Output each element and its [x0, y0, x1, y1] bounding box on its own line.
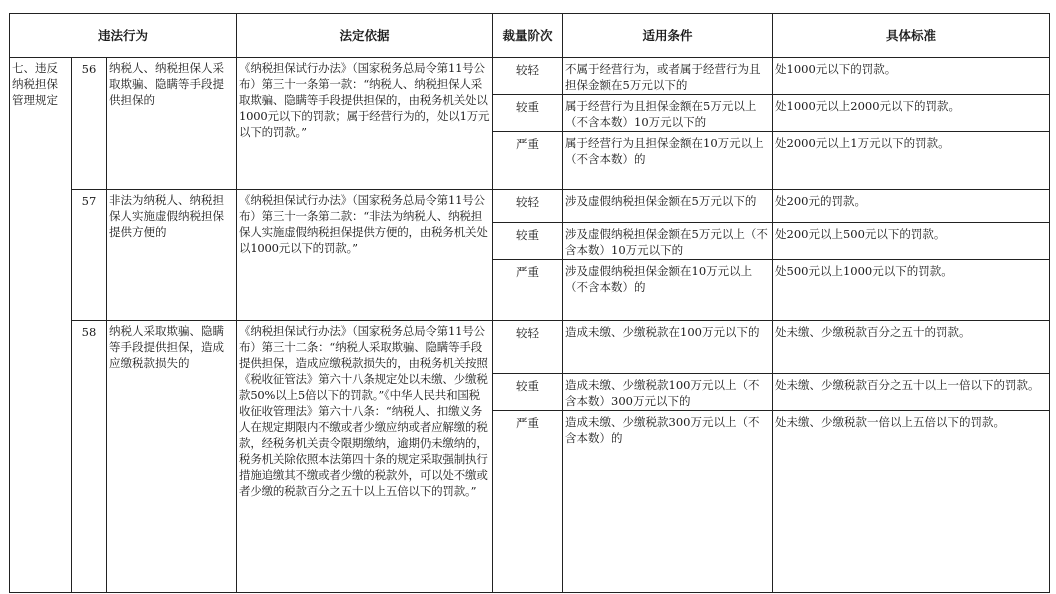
header-level: 裁量阶次: [493, 14, 563, 58]
level-cell: 较重: [493, 374, 563, 411]
level-cell: 较轻: [493, 321, 563, 374]
header-standard: 具体标准: [773, 14, 1050, 58]
condition-cell: 造成未缴、少缴税款在100万元以下的: [563, 321, 773, 374]
condition-cell: 涉及虚假纳税担保金额在5万元以上（不含本数）10万元以下的: [563, 223, 773, 260]
table-row: [10, 58, 1050, 95]
standard-cell: 处500元以上1000元以下的罚款。: [773, 260, 1050, 321]
standard-cell: 处未缴、少缴税款百分之五十的罚款。: [773, 321, 1050, 374]
legal-basis: 《纳税担保试行办法》（国家税务总局令第11号公布）第三十一条第一款：“纳税人、纳税担保人采取欺骗、隐瞒等手段提供担保的，由税务机关处以1000元以下的罚款；属于经营行为的，处以1万元以下的罚款。”: [237, 58, 493, 190]
violation-act: 纳税人采取欺骗、隐瞒等手段提供担保，造成应缴税款损失的: [107, 321, 237, 593]
item-number: 56: [72, 58, 107, 190]
table-row: [10, 321, 1050, 374]
condition-cell: 属于经营行为且担保金额在5万元以上（不含本数）10万元以下的: [563, 95, 773, 132]
legal-basis: 《纳税担保试行办法》（国家税务总局令第11号公布）第三十一条第二款：“非法为纳税人、纳税担保人实施虚假纳税担保提供方便的，由税务机关处以1000元以下的罚款。”: [237, 190, 493, 321]
level-cell: 严重: [493, 411, 563, 593]
level-cell: 严重: [493, 132, 563, 190]
level-cell: 较轻: [493, 190, 563, 223]
violation-act: 非法为纳税人、纳税担保人实施虚假纳税担保提供方便的: [107, 190, 237, 321]
violation-act: 纳税人、纳税担保人采取欺骗、隐瞒等手段提供担保的: [107, 58, 237, 190]
condition-cell: 造成未缴、少缴税款300万元以上（不含本数）的: [563, 411, 773, 593]
level-cell: 严重: [493, 260, 563, 321]
item-number: 57: [72, 190, 107, 321]
standard-cell: 处1000元以下的罚款。: [773, 58, 1050, 95]
condition-cell: 涉及虚假纳税担保金额在10万元以上（不含本数）的: [563, 260, 773, 321]
table-row: [10, 190, 1050, 223]
level-cell: 较轻: [493, 58, 563, 95]
condition-cell: 属于经营行为且担保金额在10万元以上（不含本数）的: [563, 132, 773, 190]
legal-basis: 《纳税担保试行办法》（国家税务总局令第11号公布）第三十二条：“纳税人采取欺骗、隐瞒等手段提供担保，造成应缴税款损失的，由税务机关按照《税收征管法》第六十八条规定处以未缴、少缴税款50%以上5倍以下的罚款。”《中华人民共和国税收征收管理法》第六十八条：“纳税人、扣缴义务人在规定期限内不缴或者少缴应纳或者应解缴的税款，经税务机关责令限期缴纳，逾期仍未缴纳的，税务机关除依照本法第四十条的规定采取强制执行措施追缴其不缴或者少缴的税款外，可以处不缴或者少缴的税款百分之五十以上五倍以下的罚款。”: [237, 321, 493, 593]
standard-cell: 处200元以上500元以下的罚款。: [773, 223, 1050, 260]
condition-cell: 造成未缴、少缴税款100万元以上（不含本数）300万元以下的: [563, 374, 773, 411]
item-number: 58: [72, 321, 107, 593]
level-cell: 较重: [493, 95, 563, 132]
standard-cell: 处2000元以上1万元以下的罚款。: [773, 132, 1050, 190]
standard-cell: 处1000元以上2000元以下的罚款。: [773, 95, 1050, 132]
header-violation: 违法行为: [10, 14, 237, 58]
header-condition: 适用条件: [563, 14, 773, 58]
standard-cell: 处200元的罚款。: [773, 190, 1050, 223]
header-legal-basis: 法定依据: [237, 14, 493, 58]
penalty-discretion-table: [9, 13, 1050, 593]
condition-cell: 涉及虚假纳税担保金额在5万元以下的: [563, 190, 773, 223]
standard-cell: 处未缴、少缴税款一倍以上五倍以下的罚款。: [773, 411, 1050, 593]
standard-cell: 处未缴、少缴税款百分之五十以上一倍以下的罚款。: [773, 374, 1050, 411]
level-cell: 较重: [493, 223, 563, 260]
header-row: [10, 14, 1050, 58]
condition-cell: 不属于经营行为，或者属于经营行为且担保金额在5万元以下的: [563, 58, 773, 95]
category-cell: 七、违反纳税担保管理规定: [10, 58, 72, 593]
